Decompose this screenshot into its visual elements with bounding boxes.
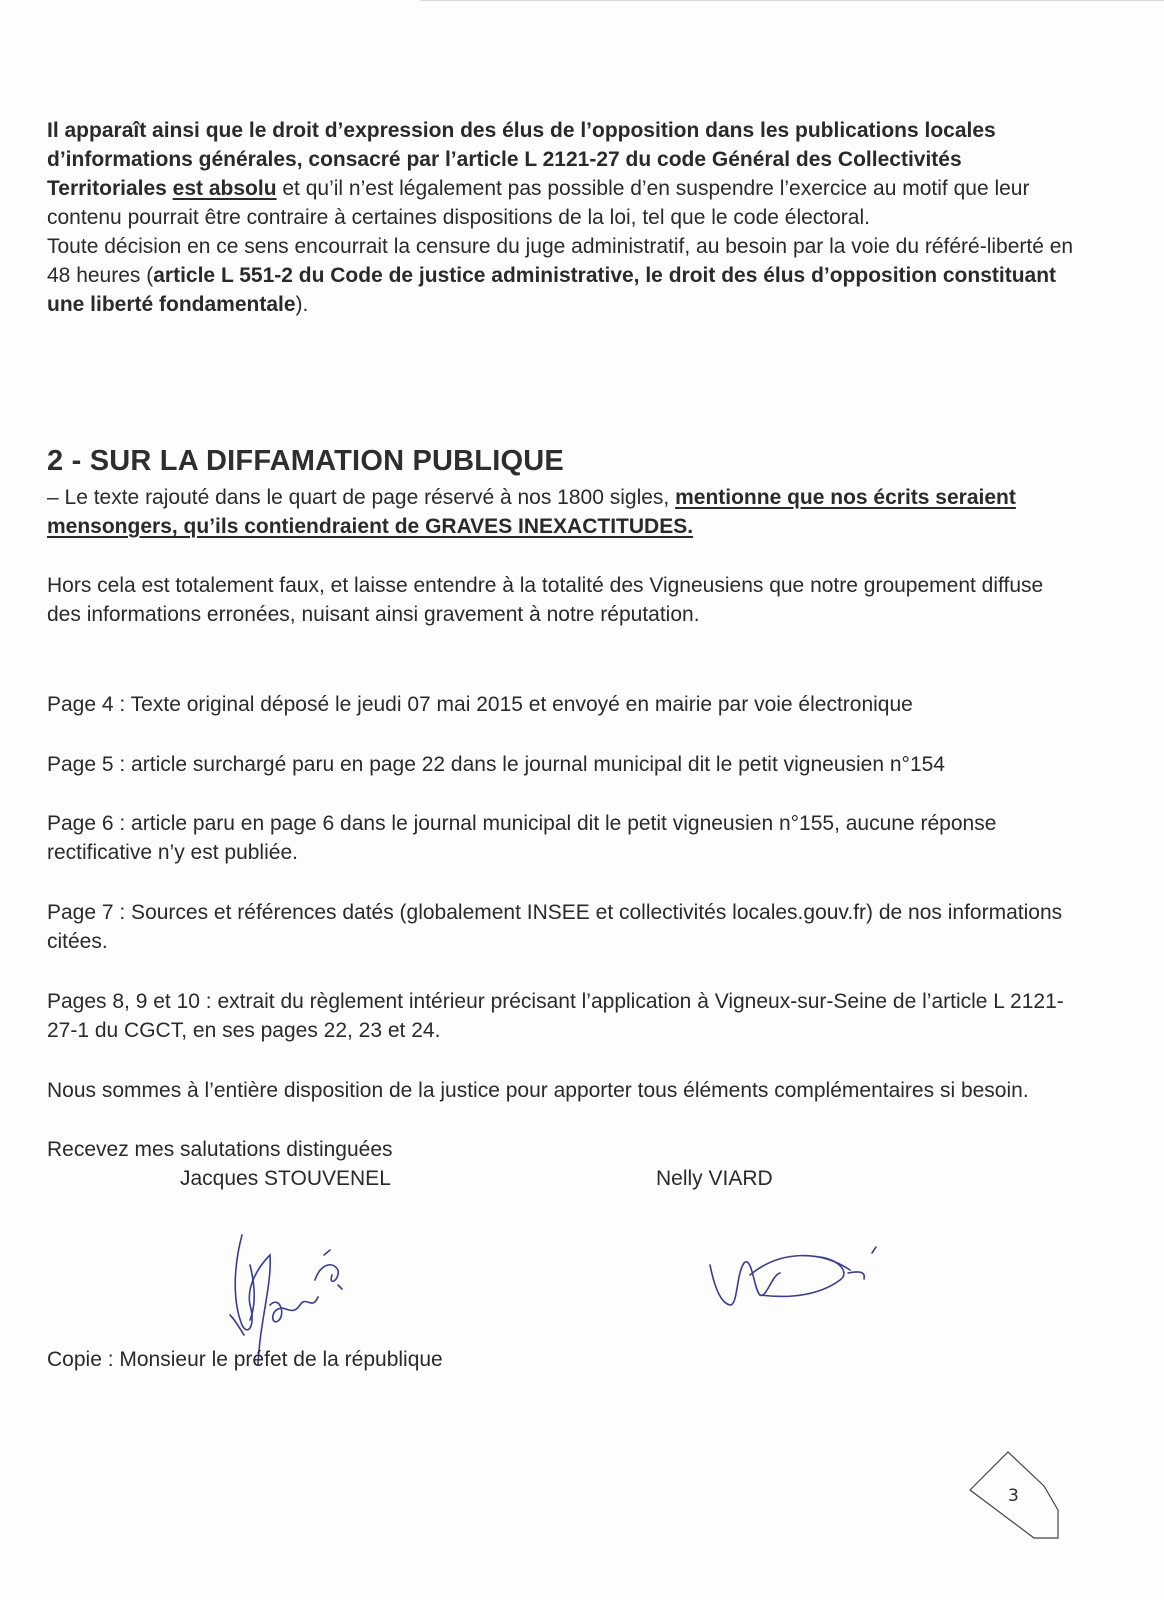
paragraph-page4: Page 4 : Texte original déposé le jeudi 07 mai 2015 et envoyé en mairie par voie électronique: [47, 693, 913, 716]
paragraph-pages-8-9-10: Pages 8, 9 et 10 : extrait du règlement intérieur précisant l’application à Vigneux-sur-Seine de l’article L 2121-27-1 du CGCT, en ses pages 22, 23 et 24.: [47, 990, 1064, 1042]
paragraph-salutations: Recevez mes salutations distinguées: [47, 1138, 393, 1161]
signatory-left-name: Jacques STOUVENEL: [180, 1167, 391, 1190]
section-line-text: – Le texte rajouté dans le quart de page réservé à nos 1800 sigles,: [47, 486, 676, 509]
intro-normal-text: et qu’il n’est légalement pas possible d’en suspendre l’exercice au motif que leur contenu pourrait être contraire à certaines dispositions de la loi, tel que le code électoral.: [47, 177, 1030, 229]
signature-viard: [700, 1235, 890, 1315]
intro-p2-text-a: Toute décision en ce sens encourrait la censure du juge administratif, au besoin par la voie du référé-liberté en 48 heures (: [47, 235, 1074, 287]
intro-paragraph-1: [47, 116, 1077, 232]
copie-line: Copie : Monsieur le préfet de la république: [47, 1348, 443, 1371]
section-first-paragraph: [47, 483, 1047, 541]
intro-p2-bold: article L 551-2 du Code de justice administrative, le droit des élus d’opposition constituant une liberté fondamentale: [47, 264, 1057, 316]
paragraph-page6: Page 6 : article paru en page 6 dans le journal municipal dit le petit vigneusien n°155, aucune réponse rectificative n’y est publiée.: [47, 812, 997, 864]
intro-bold-text: Il apparaît ainsi que le droit d’expression des élus de l’opposition dans les publications locales d’informations générales, consacré par l’article L 2121-27 du code Général des Collectivités Territoriales: [47, 119, 996, 200]
scan-top-edge: [420, 0, 1164, 1]
page-number: 3: [1008, 1486, 1019, 1506]
signatory-right-name: Nelly VIARD: [656, 1167, 773, 1190]
document-body: [47, 116, 1077, 319]
paragraph-hors-cela: Hors cela est totalement faux, et laisse entendre à la totalité des Vigneusiens que notre groupement diffuse des informations erronées, nuisant ainsi gravement à notre réputation.: [47, 574, 1044, 626]
paragraph-disposition: Nous sommes à l’entière disposition de la justice pour apporter tous éléments complémentaires si besoin.: [47, 1079, 1029, 1102]
intro-paragraph-2: [47, 232, 1077, 319]
paragraph-page7: Page 7 : Sources et références datés (globalement INSEE et collectivités locales.gouv.fr) de nos informations citées.: [47, 901, 1063, 953]
paragraph-page5: Page 5 : article surchargé paru en page 22 dans le journal municipal dit le petit vigneusien n°154: [47, 753, 945, 776]
section-bold-underlined: mentionne que nos écrits seraient mensongers, qu’ils contiendraient de GRAVES INEXACTITUDES.: [47, 486, 1016, 538]
intro-p2-text-b: ).: [295, 293, 309, 316]
section-title: 2 - SUR LA DIFFAMATION PUBLIQUE: [47, 445, 564, 477]
intro-bold-underlined: est absolu: [172, 177, 277, 200]
